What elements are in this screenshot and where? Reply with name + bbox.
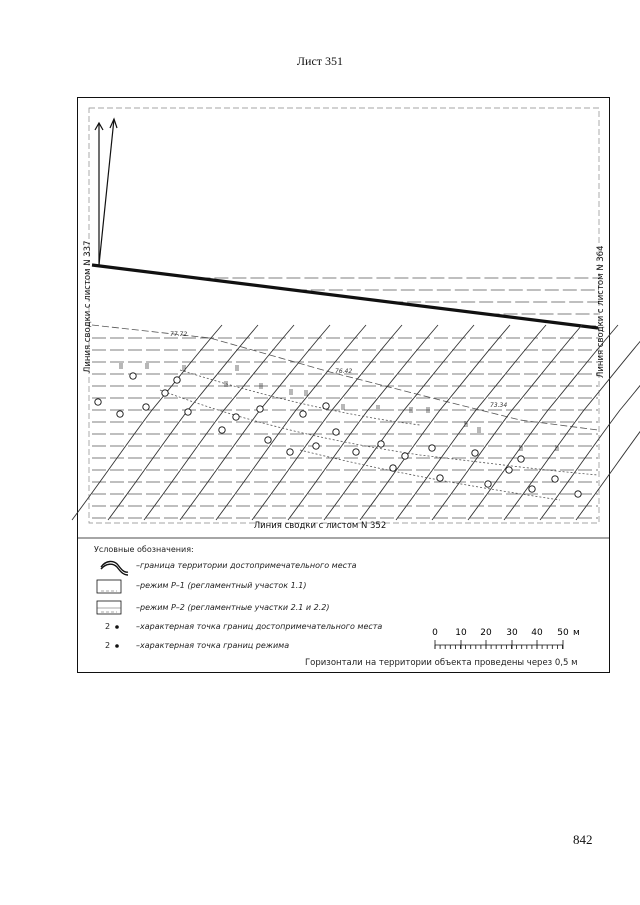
survey-point-icon — [429, 445, 435, 451]
scale-bar — [435, 640, 563, 649]
legend-item-boundary: –граница территории достопримечательного места — [136, 561, 357, 570]
survey-point-icon — [257, 406, 263, 412]
legend-item-point-regime: –характерная точка границ режима — [136, 641, 290, 650]
boundary-icon — [101, 561, 128, 575]
survey-point-icon — [529, 486, 535, 492]
sheet-label: Лист 351 — [296, 54, 344, 68]
contour-line — [396, 325, 546, 520]
contour-line — [216, 325, 366, 520]
legend-item-p1: –режим Р–1 (регламентный участок 1.1) — [136, 581, 307, 590]
contour-line — [432, 325, 582, 520]
survey-point-icon — [353, 449, 359, 455]
point-icon — [115, 625, 119, 629]
regime-boundary-line — [92, 325, 598, 430]
regime-p2-icon — [97, 601, 121, 614]
survey-point-icon — [390, 465, 396, 471]
link-bottom-label: Линия сводки с листом N 352 — [253, 521, 387, 531]
survey-point-icon — [485, 481, 491, 487]
link-right-label: Линия сводки с листом N 364 — [596, 245, 606, 378]
contour-note: Горизонтали на территории объекта проведены через 0,5 м — [305, 658, 578, 668]
survey-point-icon — [378, 441, 384, 447]
survey-point-icon — [219, 427, 225, 433]
scale-unit: м — [573, 628, 580, 638]
survey-point-icon — [143, 404, 149, 410]
territory-boundary-line — [92, 265, 598, 328]
scale-tick-label: 10 — [455, 628, 467, 638]
contour-line — [540, 325, 640, 520]
survey-point-icon — [185, 409, 191, 415]
link-left-label: Линия сводки с листом N 337 — [83, 240, 93, 373]
regime-p1-icon — [97, 580, 121, 593]
survey-point-icon — [437, 475, 443, 481]
legend-item-point-place: –характерная точка границ достопримечательного места — [136, 622, 383, 631]
contour-line — [504, 325, 640, 520]
survey-point-icon — [518, 456, 524, 462]
contour-line — [288, 325, 438, 520]
legend-point-label: 2 — [105, 641, 111, 650]
dotted-lines — [160, 370, 598, 500]
survey-point-icon — [472, 450, 478, 456]
north-arrow-icon — [95, 119, 117, 265]
survey-point-icon — [233, 414, 239, 420]
contour-line — [108, 325, 258, 520]
contour-label: 76.42 — [335, 368, 353, 375]
survey-point-icon — [117, 411, 123, 417]
contour-label: 73.34 — [490, 402, 508, 409]
scale-tick-label: 0 — [432, 628, 438, 638]
legend-item-p2: –режим Р–2 (регламентные участки 2.1 и 2.2) — [136, 603, 330, 612]
survey-point-icon — [174, 377, 180, 383]
survey-point-icon — [552, 476, 558, 482]
survey-point-icon — [287, 449, 293, 455]
survey-point-icon — [300, 411, 306, 417]
survey-point-icon — [95, 399, 101, 405]
scale-tick-label: 50 — [557, 628, 569, 638]
scale-tick-label: 20 — [480, 628, 492, 638]
contour-lines — [72, 325, 640, 520]
survey-point-icon — [323, 403, 329, 409]
survey-point-icon — [265, 437, 271, 443]
contour-line — [180, 325, 330, 520]
legend-point-label: 2 — [105, 622, 111, 631]
survey-point-icon — [313, 443, 319, 449]
contour-line — [72, 325, 222, 520]
circle-points — [95, 373, 581, 497]
contour-line — [360, 325, 510, 520]
scale-tick-label: 30 — [506, 628, 518, 638]
survey-point-icon — [130, 373, 136, 379]
legend-title: Условные обозначения: — [94, 545, 194, 554]
scale-tick-label: 40 — [531, 628, 543, 638]
survey-point-icon — [506, 467, 512, 473]
page-number: 842 — [573, 832, 593, 847]
survey-point-icon — [402, 453, 408, 459]
contour-label: 77.72 — [170, 331, 188, 338]
survey-point-icon — [162, 390, 168, 396]
contour-line — [252, 325, 402, 520]
survey-point-icon — [575, 491, 581, 497]
contour-line — [144, 325, 294, 520]
point-icon — [115, 644, 119, 648]
survey-point-icon — [333, 429, 339, 435]
contour-line — [576, 325, 640, 520]
